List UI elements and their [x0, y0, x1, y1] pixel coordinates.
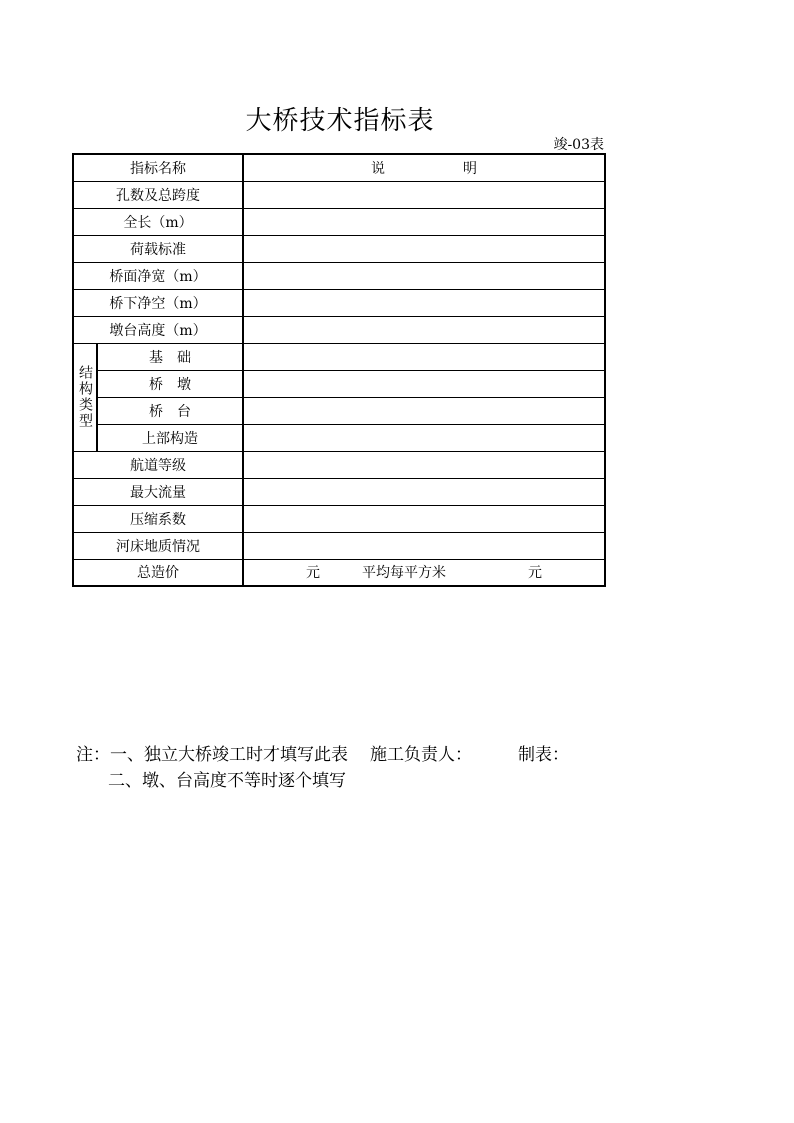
value-deck-width[interactable] — [243, 262, 605, 289]
label-compression: 压缩系数 — [73, 505, 243, 532]
value-geology[interactable] — [243, 532, 605, 559]
header-indicator-name: 指标名称 — [73, 154, 243, 181]
label-total-cost: 总造价 — [73, 559, 243, 586]
table-row — [73, 505, 605, 532]
value-compression[interactable] — [243, 505, 605, 532]
note-line-1: 注：一、独立大桥竣工时才填写此表 施工负责人： 制表： — [76, 745, 569, 765]
label-length: 全长（m） — [73, 208, 243, 235]
table-row — [73, 424, 605, 451]
value-span[interactable] — [243, 181, 605, 208]
label-pier-height: 墩台高度（m） — [73, 316, 243, 343]
label-load: 荷载标准 — [73, 235, 243, 262]
avg-per-sqm-label: 平均每平方米 — [362, 565, 446, 582]
value-abutment[interactable] — [243, 397, 605, 424]
value-length[interactable] — [243, 208, 605, 235]
value-clearance[interactable] — [243, 289, 605, 316]
label-clearance: 桥下净空（m） — [73, 289, 243, 316]
note-line-2: 二、墩、台高度不等时逐个填写 — [108, 771, 346, 791]
value-channel[interactable] — [243, 451, 605, 478]
table-row — [73, 559, 605, 586]
label-pier: 桥 墩 — [97, 370, 243, 397]
value-superstructure[interactable] — [243, 424, 605, 451]
value-total-cost[interactable] — [243, 559, 605, 586]
label-superstructure: 上部构造 — [97, 424, 243, 451]
table-row — [73, 343, 605, 370]
table-row — [73, 478, 605, 505]
label-abutment: 桥 台 — [97, 397, 243, 424]
table-row — [73, 451, 605, 478]
label-foundation: 基 础 — [97, 343, 243, 370]
footnotes — [76, 742, 569, 794]
preparer-label: 制表： — [518, 745, 569, 765]
label-deck-width: 桥面净宽（m） — [73, 262, 243, 289]
table-row — [73, 208, 605, 235]
table-row — [73, 262, 605, 289]
table-row — [73, 289, 605, 316]
label-span: 孔数及总跨度 — [73, 181, 243, 208]
value-max-flow[interactable] — [243, 478, 605, 505]
table-row — [73, 316, 605, 343]
form-number: 竣-03表 — [553, 137, 604, 153]
table-row — [73, 397, 605, 424]
table-header-row — [73, 154, 605, 181]
cost-unit: 元 — [306, 565, 320, 582]
table-row — [73, 532, 605, 559]
label-structure-type: 结构类型 — [73, 343, 97, 451]
value-load[interactable] — [243, 235, 605, 262]
page-title: 大桥技术指标表 — [245, 106, 435, 136]
header-description: 说 明 — [243, 154, 605, 181]
table-row — [73, 235, 605, 262]
value-pier-height[interactable] — [243, 316, 605, 343]
value-pier[interactable] — [243, 370, 605, 397]
constructor-label: 施工负责人： — [370, 745, 472, 765]
bridge-spec-table — [72, 153, 606, 587]
avg-cost-unit: 元 — [528, 565, 542, 582]
label-geology: 河床地质情况 — [73, 532, 243, 559]
table-row — [73, 181, 605, 208]
value-foundation[interactable] — [243, 343, 605, 370]
label-channel: 航道等级 — [73, 451, 243, 478]
label-max-flow: 最大流量 — [73, 478, 243, 505]
table-row — [73, 370, 605, 397]
